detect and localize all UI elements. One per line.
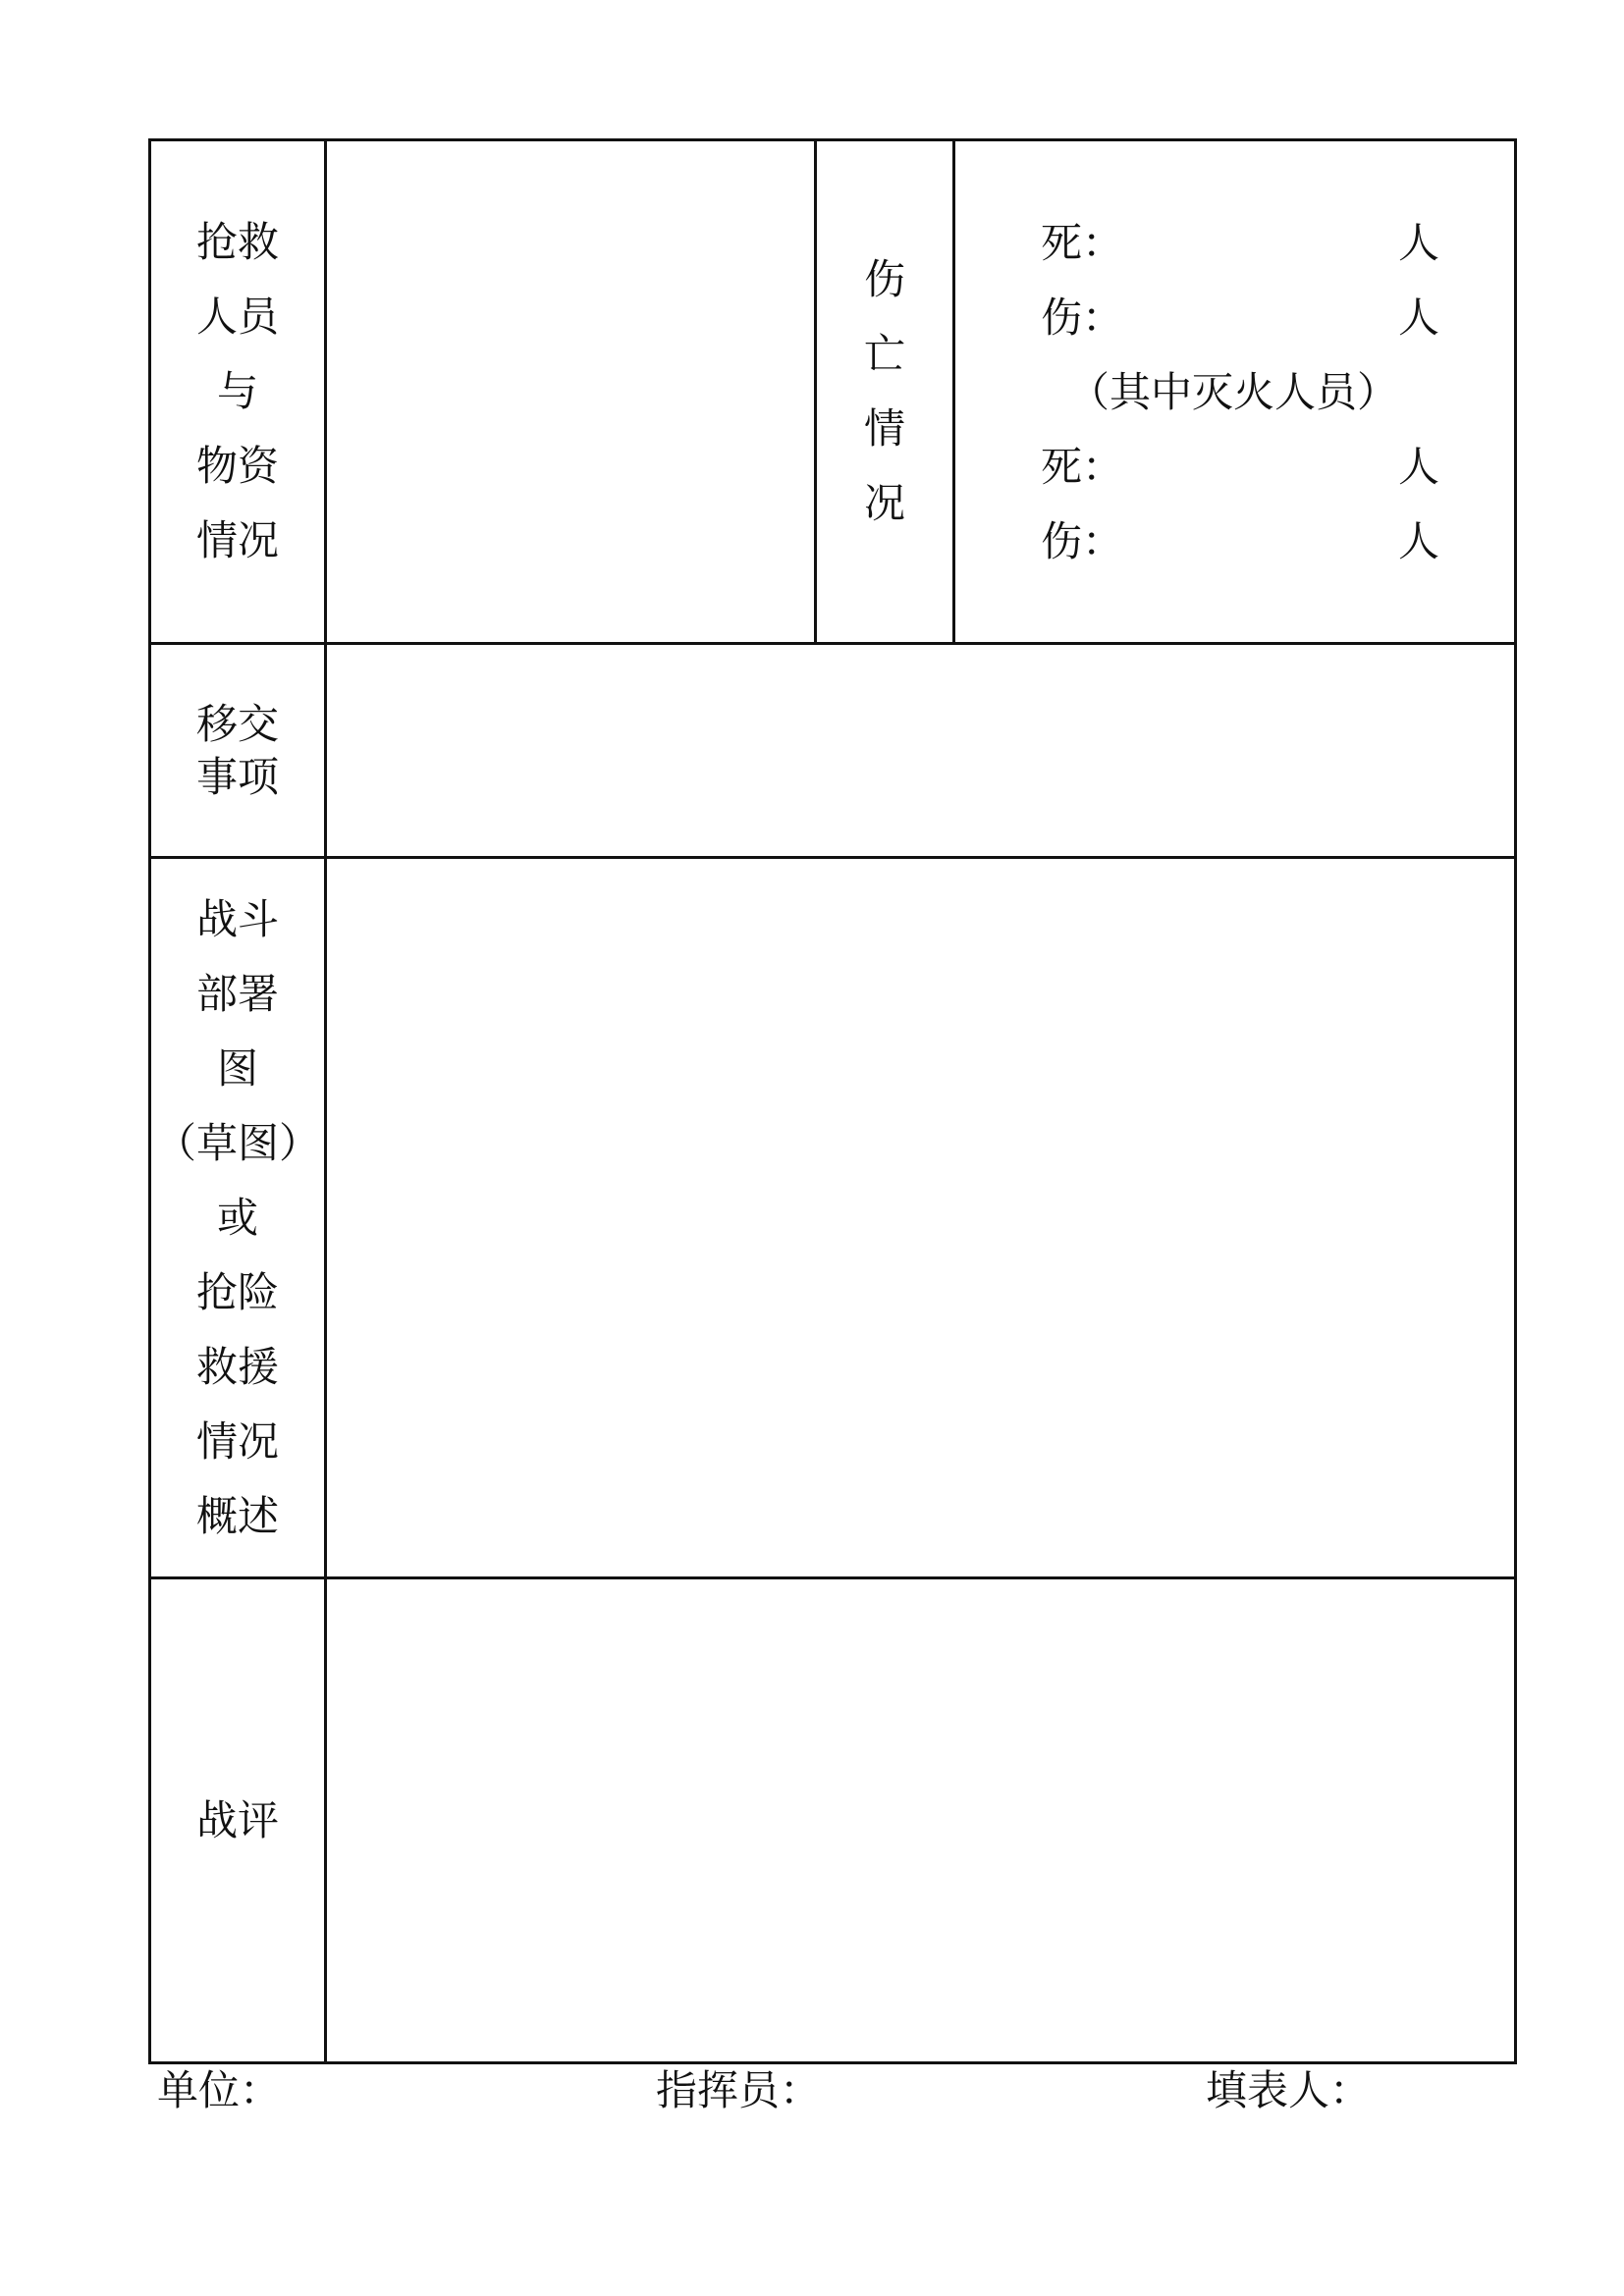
ff-death-input[interactable] bbox=[1119, 430, 1375, 505]
casualty-label-line-1: 伤 bbox=[863, 255, 905, 303]
casualty-label-right-divider bbox=[952, 138, 955, 645]
deployment-label-line-6: 抢险 bbox=[195, 1267, 279, 1316]
rescue-label-line-1: 抢救 bbox=[195, 218, 279, 266]
rescue-label-line-4: 物资 bbox=[195, 442, 279, 490]
review-label bbox=[151, 1579, 324, 2061]
deployment-label-line-8: 情况 bbox=[195, 1416, 279, 1466]
casualty-label-line-4: 况 bbox=[863, 479, 905, 527]
footer-unit-input[interactable] bbox=[275, 2061, 628, 2120]
footer-filler-label: 填表人： bbox=[1206, 2066, 1372, 2114]
death-input[interactable] bbox=[1119, 206, 1375, 281]
review-value-cell[interactable] bbox=[327, 1579, 1514, 2061]
injury-label: 伤： bbox=[1041, 294, 1124, 342]
deployment-label-line-9: 概述 bbox=[195, 1491, 279, 1540]
death-label: 死： bbox=[1041, 219, 1124, 267]
review-label-line-1: 战评 bbox=[195, 1795, 279, 1844]
injury-input[interactable] bbox=[1119, 281, 1375, 355]
ff-death-unit: 人 bbox=[1398, 443, 1440, 491]
handover-label-line-1: 移交 bbox=[195, 699, 279, 748]
deployment-label-line-1: 战斗 bbox=[195, 894, 279, 943]
firefighter-note: （其中灭火人员） bbox=[1068, 368, 1399, 416]
footer-commander-label: 指挥员： bbox=[656, 2066, 822, 2114]
deployment-label-line-7: 救援 bbox=[195, 1342, 279, 1391]
ff-injury-label: 伤： bbox=[1041, 517, 1124, 565]
deployment-value-cell[interactable] bbox=[327, 859, 1514, 1576]
death-unit: 人 bbox=[1398, 219, 1440, 267]
table-border-right bbox=[1514, 138, 1517, 2064]
rescue-value-cell[interactable] bbox=[327, 141, 814, 642]
deployment-label-line-3: 图 bbox=[216, 1043, 258, 1093]
injury-unit: 人 bbox=[1398, 294, 1440, 342]
handover-value-cell[interactable] bbox=[327, 645, 1514, 856]
ff-injury-input[interactable] bbox=[1119, 505, 1375, 579]
handover-label-line-2: 事项 bbox=[195, 752, 279, 801]
casualty-label bbox=[817, 141, 952, 642]
deployment-label-line-2: 部署 bbox=[195, 969, 279, 1018]
footer-unit-label: 单位： bbox=[157, 2066, 282, 2114]
ff-injury-unit: 人 bbox=[1398, 517, 1440, 565]
deployment-label-line-4: （草图） bbox=[154, 1118, 320, 1167]
rescue-label-line-3: 与 bbox=[216, 367, 258, 415]
footer-filler-input[interactable] bbox=[1365, 2061, 1561, 2120]
rescue-label-line-2: 人员 bbox=[195, 293, 279, 341]
footer-commander-input[interactable] bbox=[815, 2061, 1168, 2120]
ff-death-label: 死： bbox=[1041, 443, 1124, 491]
rescue-label-line-5: 情况 bbox=[195, 516, 279, 564]
casualty-label-line-3: 情 bbox=[863, 404, 905, 453]
casualty-label-line-2: 亡 bbox=[863, 330, 905, 378]
deployment-label bbox=[151, 859, 324, 1576]
rescue-label bbox=[151, 141, 324, 642]
deployment-label-line-5: 或 bbox=[216, 1193, 258, 1242]
handover-label bbox=[151, 645, 324, 856]
